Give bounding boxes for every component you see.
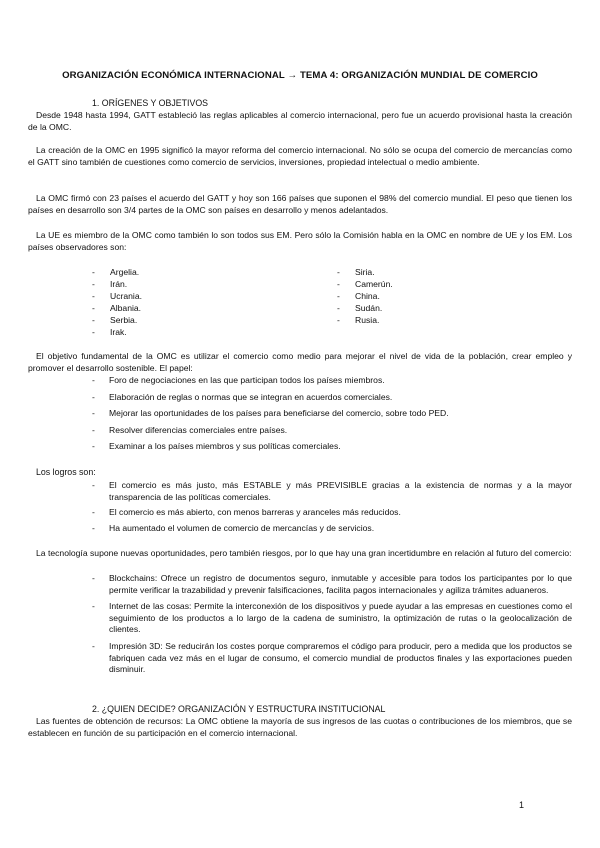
list-item: - Irán. bbox=[92, 279, 312, 291]
list-item: - Internet de las cosas: Permite la interconexión de los dispositivos y puede ayudar a las empresas en cuestiones como el seguimiento de los productos a lo largo de la cadena de suministro, la optimización de rutas o la geolocalización de clientes. bbox=[92, 601, 572, 636]
list-item: - Examinar a los países miembros y sus políticas comerciales. bbox=[92, 441, 572, 453]
paragraph-technology: La tecnología supone nuevas oportunidades, pero también riesgos, por lo que hay una gran incertidumbre en relación al futuro del comercio: bbox=[36, 548, 572, 558]
list-item: - Elaboración de reglas o normas que se integran en acuerdos comerciales. bbox=[92, 392, 572, 404]
achievements-list bbox=[92, 480, 572, 534]
list-item: - Albania. bbox=[92, 303, 312, 315]
observers-list-right bbox=[337, 267, 537, 327]
page-number: 1 bbox=[519, 800, 525, 810]
list-item: - Impresión 3D: Se reducirán los costes porque compraremos el código para producir, pero a medida que los productos se fabriquen cada vez más en el lugar de consumo, el comercio mundial de productos finales y las exportaciones pueden disminuir. bbox=[92, 641, 572, 676]
list-item: - Sudán. bbox=[337, 303, 537, 315]
list-item: - Argelia. bbox=[92, 267, 312, 279]
list-item: - Irak. bbox=[92, 327, 312, 339]
list-item: - Foro de negociaciones en las que participan todos los países miembros. bbox=[92, 375, 572, 387]
section-2-heading: 2. ¿QUIEN DECIDE? ORGANIZACIÓN Y ESTRUCTURA INSTITUCIONAL bbox=[92, 704, 386, 714]
list-item: - El comercio es más justo, más ESTABLE y más PREVISIBLE gracias a la existencia de normas y a la mayor transparencia de las políticas comerciales. bbox=[92, 480, 572, 503]
list-item: - Camerún. bbox=[337, 279, 537, 291]
list-item: - Ha aumentado el volumen de comercio de mercancías y de servicios. bbox=[92, 523, 572, 535]
list-item: - Mejorar las oportunidades de los países para beneficiarse del comercio, sobre todo PED. bbox=[92, 408, 572, 420]
list-item: - Serbia. bbox=[92, 315, 312, 327]
achievements-label: Los logros son: bbox=[36, 467, 96, 477]
list-item: - China. bbox=[337, 291, 537, 303]
technology-list bbox=[92, 573, 572, 676]
list-item: - Resolver diferencias comerciales entre países. bbox=[92, 425, 572, 437]
observers-list-left bbox=[92, 267, 312, 339]
list-item: - Siria. bbox=[337, 267, 537, 279]
document-title: ORGANIZACIÓN ECONÓMICA INTERNACIONAL → TEMA 4: ORGANIZACIÓN MUNDIAL DE COMERCIO bbox=[62, 70, 538, 81]
list-item: - El comercio es más abierto, con menos barreras y aranceles más reducidos. bbox=[92, 507, 572, 519]
paragraph-objective: El objetivo fundamental de la OMC es utilizar el comercio como medio para mejorar el nivel de vida de la población, crear empleo y promover el desarrollo sostenible. El papel: bbox=[28, 351, 572, 373]
paragraph-resources: Las fuentes de obtención de recursos: La OMC obtiene la mayoría de sus ingresos de las cuotas o contribuciones de los miembros, que se establecen en función de su participación en el comercio internacional. bbox=[28, 716, 572, 738]
paragraph-gatt: Desde 1948 hasta 1994, GATT estableció las reglas aplicables al comercio internacional, pero fue un acuerdo provisional hasta la creación de la OMC. bbox=[28, 110, 572, 132]
list-item: - Ucrania. bbox=[92, 291, 312, 303]
paragraph-eu: La UE es miembro de la OMC como también lo son todos sus EM. Pero sólo la Comisión habla en la OMC en nombre de UE y los EM. Los países observadores son: bbox=[28, 230, 572, 252]
list-item: - Rusia. bbox=[337, 315, 537, 327]
paragraph-omc-members: La OMC firmó con 23 países el acuerdo del GATT y hoy son 166 países que suponen el 98% del comercio mundial. El peso que tienen los países en desarrollo son 3/4 partes de la OMC son países en desarrollo y menos adelantados. bbox=[28, 193, 572, 215]
paragraph-omc-creation: La creación de la OMC en 1995 significó la mayor reforma del comercio internacional. No sólo se ocupa del comercio de mercancías como el GATT sino también de cuestiones como comercio de servicios, inversiones, propiedad intelectual o medio ambiente. bbox=[28, 145, 572, 167]
roles-list bbox=[92, 375, 572, 453]
section-1-heading: 1. ORÍGENES Y OBJETIVOS bbox=[92, 98, 209, 108]
list-item: - Blockchains: Ofrece un registro de documentos seguro, inmutable y accesible para todos los participantes por lo que permite verificar la trazabilidad y prevenir falsificaciones, facilita pagos internacionales y agiliza trámites aduaneros. bbox=[92, 573, 572, 596]
